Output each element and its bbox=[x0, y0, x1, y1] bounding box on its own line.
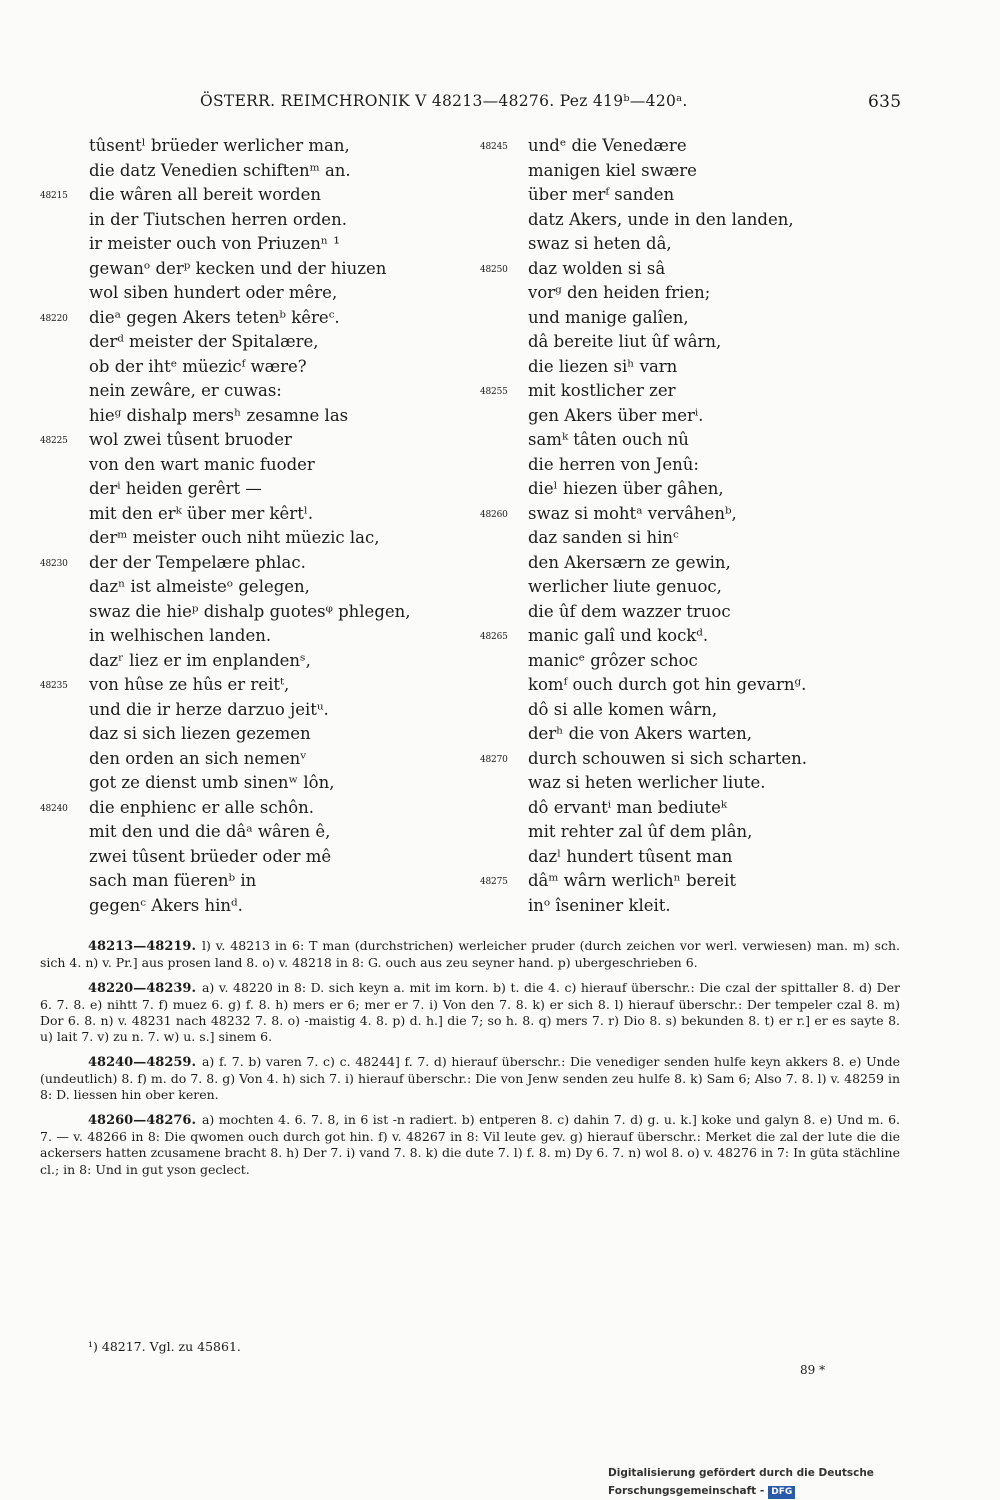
verse-text: swaz si heten dâ, bbox=[528, 234, 672, 253]
verse-text: komᶠ ouch durch got hin gevarnᵍ. bbox=[528, 675, 807, 694]
verse-text: daz wolden si sâ bbox=[528, 258, 666, 278]
verse-line bbox=[40, 698, 480, 723]
verse-line bbox=[480, 453, 940, 478]
verse-line bbox=[480, 820, 940, 845]
verse-line bbox=[480, 502, 940, 527]
verse-text: datz Akers, unde in den landen, bbox=[528, 209, 794, 229]
apparatus-range: 48213—48219. bbox=[88, 939, 196, 954]
verse-number: 48225 bbox=[40, 436, 68, 446]
verse-line bbox=[480, 404, 940, 429]
verse-number: 48240 bbox=[40, 803, 68, 814]
verse-line bbox=[480, 281, 940, 306]
verse-line bbox=[40, 722, 480, 747]
verse-text: derʰ die von Akers warten, bbox=[528, 724, 752, 743]
verse-line bbox=[40, 134, 480, 159]
verse-line bbox=[40, 477, 480, 502]
verse-text: die herren von Jenû: bbox=[528, 454, 699, 474]
verse-text: gegenᶜ Akers hinᵈ. bbox=[89, 895, 243, 915]
verse-text: mit den erᵏ über mer kêrtˡ. bbox=[89, 503, 314, 523]
verse-line bbox=[480, 208, 940, 233]
verse-text: zwei tûsent brüeder oder mê bbox=[89, 846, 332, 866]
verse-line bbox=[480, 796, 940, 821]
verse-line bbox=[480, 428, 940, 453]
verse-line bbox=[480, 134, 940, 159]
verse-line bbox=[40, 183, 480, 208]
verse-line bbox=[40, 820, 480, 845]
page-number: 635 bbox=[868, 92, 902, 112]
verse-line bbox=[480, 575, 940, 600]
verse-line bbox=[480, 355, 940, 380]
verse-number: 48215 bbox=[40, 191, 68, 201]
verse-number: 48260 bbox=[480, 509, 508, 520]
verse-text: werlicher liute genuoc, bbox=[528, 577, 722, 596]
dfg-banner bbox=[608, 1464, 1000, 1497]
verse-text: dazˡ hundert tûsent man bbox=[528, 846, 733, 866]
verse-text: ir meister ouch von Priuzenⁿ ¹ bbox=[89, 234, 340, 253]
verse-text: swaz si mohtᵃ vervâhenᵇ, bbox=[528, 503, 737, 523]
verse-text: undᵉ die Venedære bbox=[528, 136, 687, 155]
verse-text: swaz die hieᵖ dishalp guotesᵠ phlegen, bbox=[89, 601, 411, 621]
verse-line bbox=[40, 453, 480, 478]
verse-line bbox=[40, 575, 480, 600]
apparatus-entry bbox=[40, 1112, 900, 1178]
verse-line bbox=[480, 477, 940, 502]
verse-line bbox=[40, 232, 480, 257]
running-head-title: ÖSTERR. REIMCHRONIK V 48213—48276. Pez 419ᵇ—420ᵃ. bbox=[200, 92, 688, 110]
apparatus-text: a) v. 48220 in 8: D. sich keyn a. mit im korn. b) t. die 4. c) hierauf überschr.: Die czal der spittaller 8. d) Der 6. 7. 8. e) nihtt 7. f) muez 6. g) f. 8. h) mers er 6; mer er 7. i) Von den 7. 8. k) er sich 8. l) hierauf überschr.: Der tempeler czal 8. m) Dor 6. 8. n) v. 48231 nach 48232 7. 8. o) -maistig 4. 8. p) d. h.] die 7; so h. 8. q) mers 7. r) Dio 8. s) bekunden 8. t) er r.] er es sayte 8. u) lait 7. v) zu n. 7. w) u. s.] sinem 6. bbox=[40, 979, 900, 1045]
verse-text: ob der ihtᵉ müezicᶠ wære? bbox=[89, 356, 307, 376]
verse-text: in der Tiutschen herren orden. bbox=[89, 209, 347, 229]
verse-line bbox=[480, 894, 940, 919]
verse-number: 48250 bbox=[480, 264, 508, 275]
verse-text: mit rehter zal ûf dem plân, bbox=[528, 822, 753, 841]
verse-line bbox=[480, 306, 940, 331]
verse-text: den Akersærn ze gewin, bbox=[528, 552, 731, 572]
verse-line bbox=[40, 306, 480, 331]
apparatus-range: 48240—48259. bbox=[88, 1054, 196, 1070]
verse-text: die liezen siʰ varn bbox=[528, 356, 678, 376]
verse-text: hieᵍ dishalp mersʰ zesamne las bbox=[89, 405, 349, 425]
verse-text: gen Akers über merⁱ. bbox=[528, 405, 704, 425]
verse-line bbox=[480, 673, 940, 698]
verse-line bbox=[40, 747, 480, 772]
apparatus-range: 48260—48276. bbox=[88, 1112, 196, 1128]
verse-number: 48230 bbox=[40, 558, 68, 569]
verse-text: vorᵍ den heiden frien; bbox=[528, 283, 711, 302]
verse-text: daz sanden si hinᶜ bbox=[528, 528, 679, 547]
verse-line bbox=[40, 796, 480, 821]
verse-line bbox=[40, 551, 480, 576]
verse-line bbox=[480, 869, 940, 894]
apparatus-range: 48220—48239. bbox=[88, 980, 196, 996]
verse-line bbox=[40, 208, 480, 233]
verse-text: die wâren all bereit worden bbox=[89, 185, 321, 204]
verse-line bbox=[40, 159, 480, 184]
verse-text: dazⁿ ist almeisteᵒ gelegen, bbox=[89, 577, 310, 596]
verse-text: daz si sich liezen gezemen bbox=[89, 724, 311, 743]
verse-text: dieᵃ gegen Akers tetenᵇ kêreᶜ. bbox=[89, 307, 340, 327]
verse-line bbox=[40, 281, 480, 306]
running-header bbox=[0, 92, 1000, 116]
verse-text: sach man füerenᵇ in bbox=[89, 871, 257, 890]
verse-text: durch schouwen si sich scharten. bbox=[528, 748, 808, 768]
verse-text: wol siben hundert oder mêre, bbox=[89, 283, 338, 302]
verse-line bbox=[40, 624, 480, 649]
verse-line bbox=[480, 183, 940, 208]
verse-line bbox=[480, 698, 940, 723]
verse-line bbox=[480, 379, 940, 404]
verse-text: der der Tempelære phlac. bbox=[89, 552, 306, 572]
verse-number: 48275 bbox=[480, 877, 508, 887]
verse-line bbox=[40, 649, 480, 674]
verse-line bbox=[480, 624, 940, 649]
verse-number: 48220 bbox=[40, 313, 68, 324]
verse-text: derᵈ meister der Spitalære, bbox=[89, 332, 319, 351]
verse-text: manigen kiel swære bbox=[528, 160, 697, 180]
verse-text: nein zewâre, er cuwas: bbox=[89, 381, 282, 400]
verse-line bbox=[40, 355, 480, 380]
verse-line bbox=[480, 551, 940, 576]
verse-text: die datz Venedien schiftenᵐ an. bbox=[89, 160, 351, 180]
verse-line bbox=[40, 845, 480, 870]
verse-text: derᵐ meister ouch niht müezic lac, bbox=[89, 528, 380, 547]
verse-text: dieˡ hiezen über gâhen, bbox=[528, 479, 724, 498]
verse-text: mit kostlicher zer bbox=[528, 381, 676, 400]
dfg-banner-text: Digitalisierung gefördert durch die Deutsche Forschungsgemeinschaft - bbox=[608, 1467, 874, 1497]
verse-text: tûsentˡ brüeder werlicher man, bbox=[89, 136, 350, 155]
verse-line bbox=[480, 257, 940, 282]
verse-line bbox=[480, 722, 940, 747]
verse-line bbox=[480, 526, 940, 551]
verse-line bbox=[480, 845, 940, 870]
verse-text: dô si alle komen wârn, bbox=[528, 699, 718, 719]
verse-line bbox=[40, 526, 480, 551]
dfg-logo: DFG bbox=[768, 1486, 795, 1499]
critical-apparatus bbox=[40, 938, 900, 1186]
verse-number: 48245 bbox=[480, 142, 508, 152]
verse-text: von den wart manic fuoder bbox=[89, 454, 315, 474]
verse-line bbox=[40, 673, 480, 698]
verse-text: dô ervantⁱ man bediuteᵏ bbox=[528, 797, 727, 817]
verse-text: inᵒ îseniner kleit. bbox=[528, 895, 671, 915]
verse-text: über merᶠ sanden bbox=[528, 185, 675, 204]
verse-line bbox=[40, 257, 480, 282]
verse-text: die enphienc er alle schôn. bbox=[89, 797, 315, 817]
verse-line bbox=[40, 428, 480, 453]
signature-mark: 89 * bbox=[800, 1363, 826, 1377]
verse-text: manic galî und kockᵈ. bbox=[528, 626, 709, 645]
verse-line bbox=[40, 894, 480, 919]
verse-line bbox=[40, 379, 480, 404]
verse-column-right bbox=[480, 134, 940, 918]
verse-column-left bbox=[40, 134, 480, 918]
verse-line bbox=[40, 600, 480, 625]
verse-number: 48270 bbox=[480, 754, 508, 765]
verse-line bbox=[40, 502, 480, 527]
verse-text: und manige galîen, bbox=[528, 307, 689, 327]
verse-number: 48265 bbox=[480, 632, 508, 642]
verse-text: mit den und die dâᵃ wâren ê, bbox=[89, 822, 331, 841]
verse-number: 48255 bbox=[480, 387, 508, 397]
apparatus-entry bbox=[40, 938, 900, 972]
footnote: ¹) 48217. Vgl. zu 45861. bbox=[88, 1339, 241, 1354]
verse-line bbox=[480, 771, 940, 796]
verse-line bbox=[40, 330, 480, 355]
verse-text: got ze dienst umb sinenʷ lôn, bbox=[89, 773, 335, 792]
verse-text: manicᵉ grôzer schoc bbox=[528, 650, 698, 670]
verse-text: dâ bereite liut ûf wârn, bbox=[528, 332, 722, 351]
verse-line bbox=[40, 404, 480, 429]
verse-text: wol zwei tûsent bruoder bbox=[89, 430, 292, 449]
apparatus-text: a) mochten 4. 6. 7. 8, in 6 ist -n radiert. b) entperen 8. c) dahin 7. d) g. u. k.] koke und galyn 8. e) Und m. 6. 7. — v. 48266 in 8: Die qwomen ouch durch got hin. f) v. 48267 in 8: Vil leute gev. g) hierauf überschr.: Merket die zal der lute die die ackersers hatten zcusamene bracht 8. h) Der 7. i) vand 7. 8. k) die dute 7. l) f. 8. m) Dy 6. 7. n) wol 8. o) v. 48276 in 7: In güta stächline cl.; in 8: Und in gut yson geclect. bbox=[40, 1111, 900, 1177]
verse-text: und die ir herze darzuo jeitᵘ. bbox=[89, 699, 329, 719]
verse-line bbox=[480, 649, 940, 674]
verse-line bbox=[480, 159, 940, 184]
verse-text: von hûse ze hûs er reitᵗ, bbox=[89, 675, 290, 694]
verse-line bbox=[40, 771, 480, 796]
verse-text: waz si heten werlicher liute. bbox=[528, 773, 766, 792]
verse-line bbox=[480, 600, 940, 625]
apparatus-entry bbox=[40, 980, 900, 1046]
verse-line bbox=[480, 232, 940, 257]
verse-text: den orden an sich nemenᵛ bbox=[89, 748, 307, 768]
verse-line bbox=[480, 747, 940, 772]
verse-text: gewanᵒ derᵖ kecken und der hiuzen bbox=[89, 258, 387, 278]
verse-text: dazʳ liez er im enplandenˢ, bbox=[89, 650, 311, 670]
verse-text: dâᵐ wârn werlichⁿ bereit bbox=[528, 871, 736, 890]
verse-text: samᵏ tâten ouch nû bbox=[528, 430, 689, 449]
verse-text: in welhischen landen. bbox=[89, 626, 272, 645]
verse-line bbox=[480, 330, 940, 355]
verse-number: 48235 bbox=[40, 681, 68, 691]
verse-text: derⁱ heiden gerêrt — bbox=[89, 479, 262, 498]
apparatus-text: a) f. 7. b) varen 7. c) c. 48244] f. 7. d) hierauf überschr.: Die venediger senden hulfe keyn akkers 8. e) Unde (undeutlich) 8. f) m. do 7. 8. g) Von 4. h) sich 7. i) hierauf überschr.: Die von Jenw senden zeu hulfe 8. k) Sam 6; Also 7. 8. l) v. 48259 in 8: D. liessen hin ober keren. bbox=[40, 1053, 900, 1103]
apparatus-text: l) v. 48213 in 6: T man (durchstrichen) werleicher pruder (durch zeichen vor werl. verwiesen) man. m) sch. sich 4. n) v. Pr.] aus prosen land 8. o) v. 48218 in 8: G. ouch aus zeu seyner hand. p) ubergeschrieben 6. bbox=[40, 938, 900, 971]
apparatus-entry bbox=[40, 1054, 900, 1104]
verse-text: die ûf dem wazzer truoc bbox=[528, 601, 731, 621]
verse-line bbox=[40, 869, 480, 894]
